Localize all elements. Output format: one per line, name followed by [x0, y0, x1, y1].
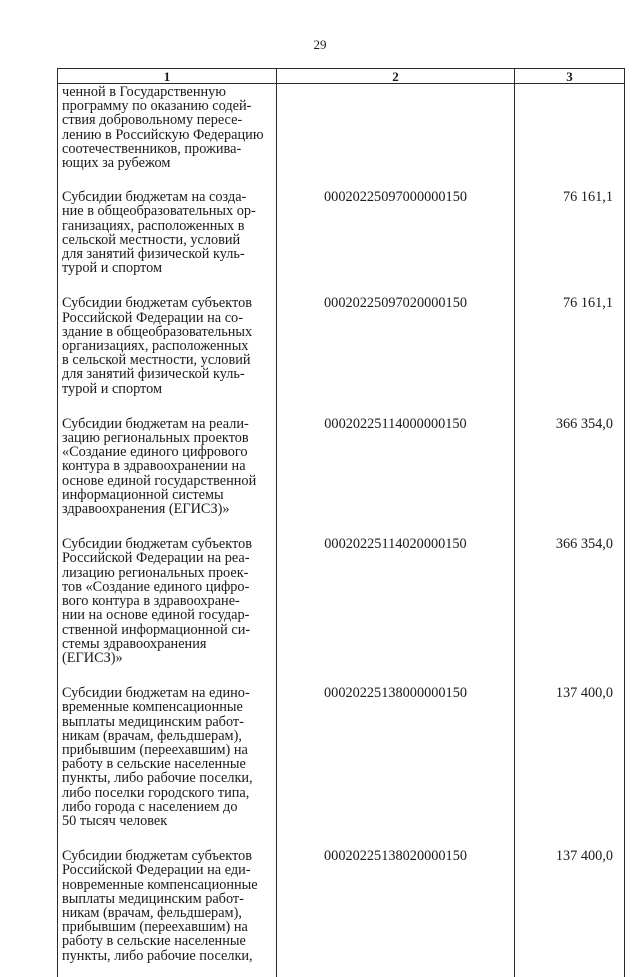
- budget-code-cell: 00020225138020000150: [277, 849, 515, 977]
- subsidy-name-line: здание в общеобразовательных: [62, 323, 253, 340]
- subsidy-name-line: прибывшим (переехавшим) на: [62, 919, 248, 936]
- subsidy-name-line: Российской Федерации на еди-: [62, 862, 251, 879]
- budget-code-cell: 00020225097020000150: [277, 296, 515, 416]
- subsidy-name-cell: [58, 686, 277, 849]
- amount-cell: 366 354,0: [515, 417, 625, 537]
- subsidy-name-line: лению в Российскую Федерацию: [62, 126, 264, 143]
- subsidy-name-line: Субсидии бюджетам на реали-: [62, 415, 249, 432]
- subsidy-name-line: никам (врачам, фельдшерам),: [62, 904, 242, 921]
- subsidy-name-line: стемы здравоохранения: [62, 635, 207, 652]
- amount-cell: 137 400,0: [515, 686, 625, 849]
- budget-table: [57, 68, 625, 977]
- amount-cell: [515, 84, 625, 191]
- amount-cell: 76 161,1: [515, 296, 625, 416]
- subsidy-name-line: тов «Создание единого цифро-: [62, 578, 250, 595]
- subsidy-name-cell: [58, 296, 277, 416]
- subsidy-name-line: работу в сельские населенные: [62, 756, 246, 773]
- amount-cell: 366 354,0: [515, 537, 625, 686]
- subsidy-name-line: соотечественников, прожива-: [62, 140, 242, 157]
- subsidy-name-line: Субсидии бюджетам субъектов: [62, 295, 252, 312]
- subsidy-name-line: для занятий физической куль-: [62, 366, 245, 383]
- column-header-1: 1: [58, 69, 277, 84]
- subsidy-name-line: выплаты медицинским работ-: [62, 890, 244, 907]
- subsidy-name-line: работу в сельские населенные: [62, 933, 246, 950]
- subsidy-name-line: Российской Федерации на реа-: [62, 550, 250, 567]
- subsidy-name-line: здравоохранения (ЕГИСЗ)»: [62, 501, 230, 518]
- subsidy-name-line: Субсидии бюджетам на созда-: [62, 189, 247, 206]
- subsidy-name-line: зацию региональных проектов: [62, 430, 249, 447]
- subsidy-name-line: новременные компенсационные: [62, 876, 258, 893]
- subsidy-name-line: для занятий физической куль-: [62, 246, 245, 263]
- budget-code-cell: 00020225114000000150: [277, 417, 515, 537]
- subsidy-name-line: 50 тысяч человек: [62, 812, 168, 829]
- budget-code-cell: [277, 84, 515, 191]
- subsidy-name-line: пункты, либо рабочие поселки,: [62, 947, 253, 964]
- subsidy-name-line: ственной информационной си-: [62, 621, 251, 638]
- subsidy-name-cell: [58, 537, 277, 686]
- subsidy-name-line: ганизациях, расположенных в: [62, 217, 245, 234]
- subsidy-name-line: Субсидии бюджетам субъектов: [62, 536, 252, 553]
- subsidy-name-line: контура в здравоохранении на: [62, 458, 246, 475]
- subsidy-name-line: либо поселки городского типа,: [62, 784, 250, 801]
- subsidy-name-line: основе единой государственной: [62, 472, 257, 489]
- subsidy-name-cell: [58, 84, 277, 191]
- table-row: [58, 84, 625, 191]
- subsidy-name-line: (ЕГИСЗ)»: [62, 649, 123, 666]
- subsidy-name-line: прибывшим (переехавшим) на: [62, 741, 248, 758]
- subsidy-name-line: никам (врачам, фельдшерам),: [62, 727, 242, 744]
- subsidy-name-line: турой и спортом: [62, 260, 163, 277]
- column-header-2: 2: [277, 69, 515, 84]
- budget-code-cell: 00020225097000000150: [277, 190, 515, 296]
- table-row: [58, 849, 625, 977]
- subsidy-name-line: нии на основе единой государ-: [62, 607, 250, 624]
- subsidy-name-line: ствия добровольному пересе-: [62, 112, 243, 129]
- amount-cell: 76 161,1: [515, 190, 625, 296]
- table-row: [58, 537, 625, 686]
- subsidy-name-cell: [58, 417, 277, 537]
- table-row: [58, 296, 625, 416]
- subsidy-name-line: в сельской местности, условий: [62, 352, 251, 369]
- subsidy-name-line: ченной в Государственную: [62, 84, 226, 100]
- subsidy-name-line: вого контура в здравоохране-: [62, 593, 240, 610]
- table-row: [58, 190, 625, 296]
- subsidy-name-line: временные компенсационные: [62, 699, 243, 716]
- table-header-row: [58, 69, 625, 84]
- column-header-3: 3: [515, 69, 625, 84]
- subsidy-name-line: информационной системы: [62, 486, 224, 503]
- subsidy-name-line: «Создание единого цифрового: [62, 444, 248, 461]
- subsidy-name-line: Субсидии бюджетам субъектов: [62, 848, 252, 865]
- table-row: [58, 417, 625, 537]
- subsidy-name-line: лизацию региональных проек-: [62, 564, 249, 581]
- subsidy-name-line: турой и спортом: [62, 380, 163, 397]
- subsidy-name-line: организациях, расположенных: [62, 338, 249, 355]
- amount-cell: 137 400,0: [515, 849, 625, 977]
- subsidy-name-line: либо города с населением до: [62, 798, 238, 815]
- budget-code-cell: 00020225114020000150: [277, 537, 515, 686]
- page-number: 29: [313, 37, 327, 52]
- subsidy-name-line: ющих за рубежом: [62, 155, 171, 172]
- table-row: [58, 686, 625, 849]
- subsidy-name-line: Российской Федерации на со-: [62, 309, 243, 326]
- budget-code-cell: 00020225138000000150: [277, 686, 515, 849]
- subsidy-name-cell: [58, 849, 277, 977]
- subsidy-name-line: ние в общеобразовательных ор-: [62, 203, 256, 220]
- subsidy-name-line: пункты, либо рабочие поселки,: [62, 770, 253, 787]
- subsidy-name-line: программу по оказанию содей-: [62, 98, 252, 115]
- subsidy-name-line: Субсидии бюджетам на едино-: [62, 685, 250, 702]
- subsidy-name-cell: [58, 190, 277, 296]
- subsidy-name-line: выплаты медицинским работ-: [62, 713, 244, 730]
- subsidy-name-line: сельской местности, условий: [62, 231, 241, 248]
